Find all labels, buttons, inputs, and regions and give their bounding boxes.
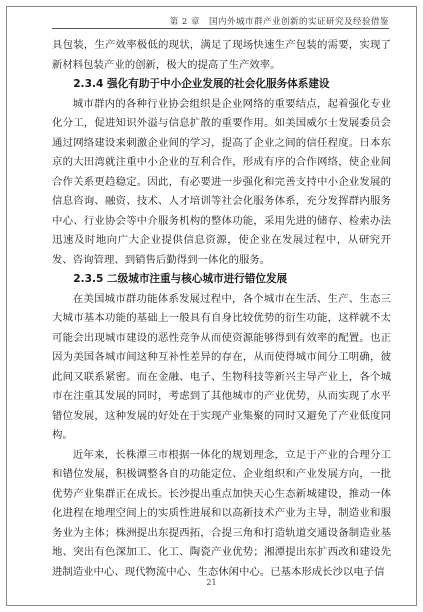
section-heading-2-3-4: 2.3.4 强化有助于中小企业发展的社会化服务体系建设	[73, 78, 330, 90]
paragraph-continued: 具包装，生产效率极低的现状，满足了现场快速生产包装的需要，实现了新材料包装产业的创新，极大的提高了生产效率。	[52, 39, 391, 71]
running-header: 第 2 章 国内外城市群产业创新的实证研究及经验借鉴	[169, 17, 389, 27]
paragraph-changzhutan: 近年来，长株潭三市根据一体化的规划理念，立足于产业的合理分工和错位发展，积极调整各自的功能定位、企业组织和产业发展方向，一批优势产业集群正在成长。长沙提出重点加快天心生态新城建设，推动一体化进程在地理空间上的实质性进展和以高新技术产业为主导，制造业和服务业为主体；株洲提出东提西拓，合提三角和打造轨道交通设备制造业基地、突出有色深加工、化工、陶瓷产业优势；湘潭提出东扩西改和建设先进制造业中心、现代物流中心、生态休闲中心。已基本形成长沙以电子信	[52, 448, 391, 578]
paragraph-service-system: 城市群内的各种行业协会组织是企业网络的重要结点，起着强化专业化分工，促进知识外溢与信息扩散的重要作用。如美国威尔士发展委员会通过网络建设来刺激企业间的学习，提高了企业之间的信任程度。日本东京的大田湾就注重中小企业的互利合作，形成有序的合作网络，使企业间合作关系更趋稳定。因此，有必要进一步强化和完善支持中小企业发展的信息咨询、融资、技术、人才培训等社会化服务体系，充分发挥群内服务中心、行业协会等中介服务机构的整体功能，采用先进的储存、检索办法迅速及时地向广大企业提供信息资源，使企业在发展过程中，从研究开发、咨询管理、到销售后勤得到一体化的服务。	[52, 97, 391, 266]
body-text	[52, 36, 391, 582]
page-number: 21	[206, 578, 217, 587]
header-rule	[52, 28, 389, 29]
paragraph-us-cities: 在美国城市群功能体系发展过程中，各个城市在生活、生产、生态三大城市基本功能的基础上一般具有自身比较优势的衍生功能，这样就不太可能会出现城市建设的恶性竞争从而使资源能够得到有效率的配置。也正因为美国各城市间这种互补性差异的存在，从而使得城市间分工明确，彼此间又联系紧密。而在金融、电子、生物科技等新兴主导产业上，各个城市在注重其发展的同时，考虑到了其他城市的产业优势，从而实现了水平错位发展，这种发展的好处在于实现产业集聚的同时又避免了产业低度同构。	[52, 292, 391, 441]
section-heading-2-3-5: 2.3.5 二级城市注重与核心城市进行错位发展	[73, 273, 288, 285]
